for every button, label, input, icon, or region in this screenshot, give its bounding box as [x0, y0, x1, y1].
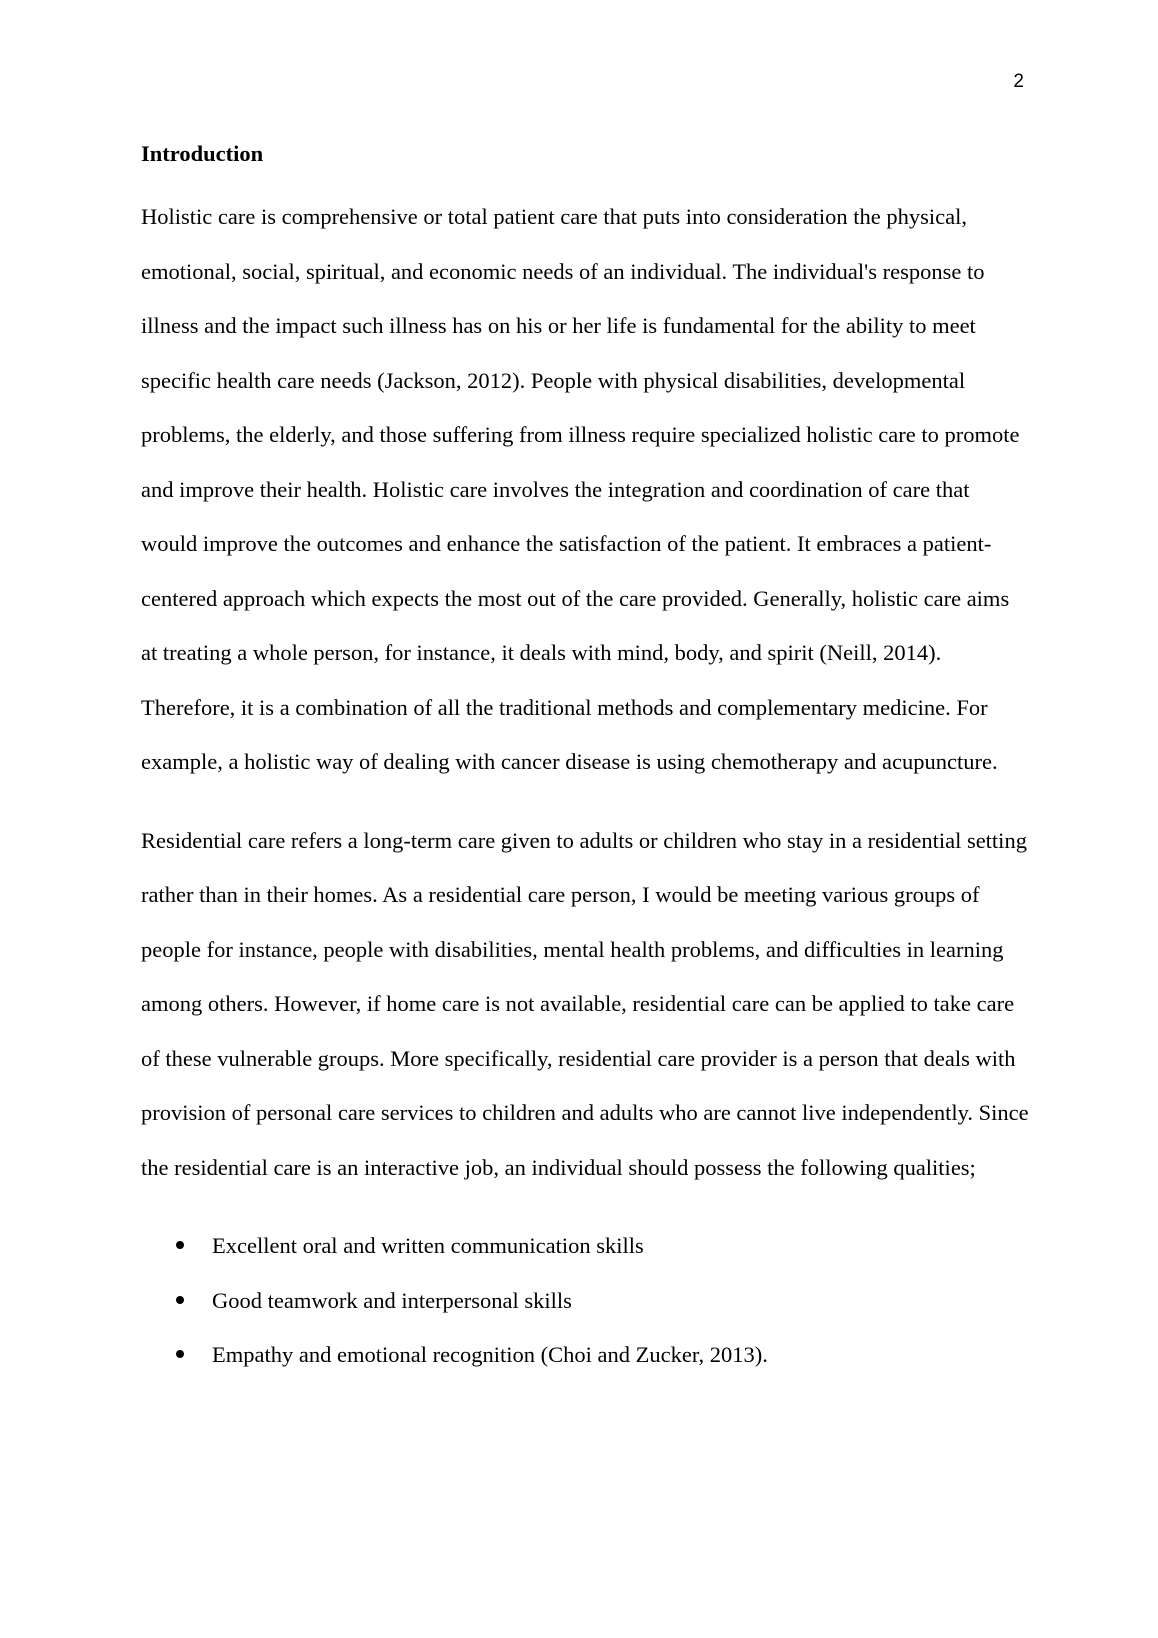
list-item-text: Good teamwork and interpersonal skills: [212, 1287, 572, 1313]
paragraph-residential-care: Residential care refers a long-term care given to adults or children who stay in a residential setting rather than in their homes. As a residential care person, I would be meeting various groups of people for instance, people with disabilities, mental health problems, and difficulties in learning among others. However, if home care is not available, residential care can be applied to take care of these vulnerable groups. More specifically, residential care provider is a person that deals with provision of personal care services to children and adults who are cannot live independently. Since the residential care is an interactive job, an individual should possess the following qualities;: [141, 827, 1029, 1180]
list-item-text: Excellent oral and written communication skills: [212, 1233, 644, 1258]
list-item: [141, 1328, 1031, 1383]
list-item: [141, 1274, 1031, 1329]
bullet-icon: [176, 1296, 184, 1304]
list-item: [141, 1219, 1031, 1274]
bullet-icon: [176, 1350, 184, 1358]
bullet-icon: [176, 1241, 184, 1249]
document-body: [141, 136, 1031, 1383]
section-heading: Introduction: [141, 141, 264, 166]
paragraph-holistic-care: Holistic care is comprehensive or total patient care that puts into consideration the physical, emotional, social, spiritual, and economic needs of an individual. The individual's response to illness and the impact such illness has on his or her life is fundamental for the ability to meet specific health care needs (Jackson, 2012). People with physical disabilities, developmental problems, the elderly, and those suffering from illness require specialized holistic care to promote and improve their health. Holistic care involves the integration and coordination of care that would improve the outcomes and enhance the satisfaction of the patient. It embraces a patient-centered approach which expects the most out of the care provided. Generally, holistic care aims at treating a whole person, for instance, it deals with mind, body, and spirit (Neill, 2014). Therefore, it is a combination of all the traditional methods and complementary medicine. For example, a holistic way of dealing with cancer disease is using chemotherapy and acupuncture.: [141, 204, 1020, 774]
list-item-text: Empathy and emotional recognition (Choi and Zucker, 2013).: [212, 1342, 768, 1367]
qualities-list: [141, 1219, 1031, 1383]
page-number: 2: [1013, 71, 1024, 92]
